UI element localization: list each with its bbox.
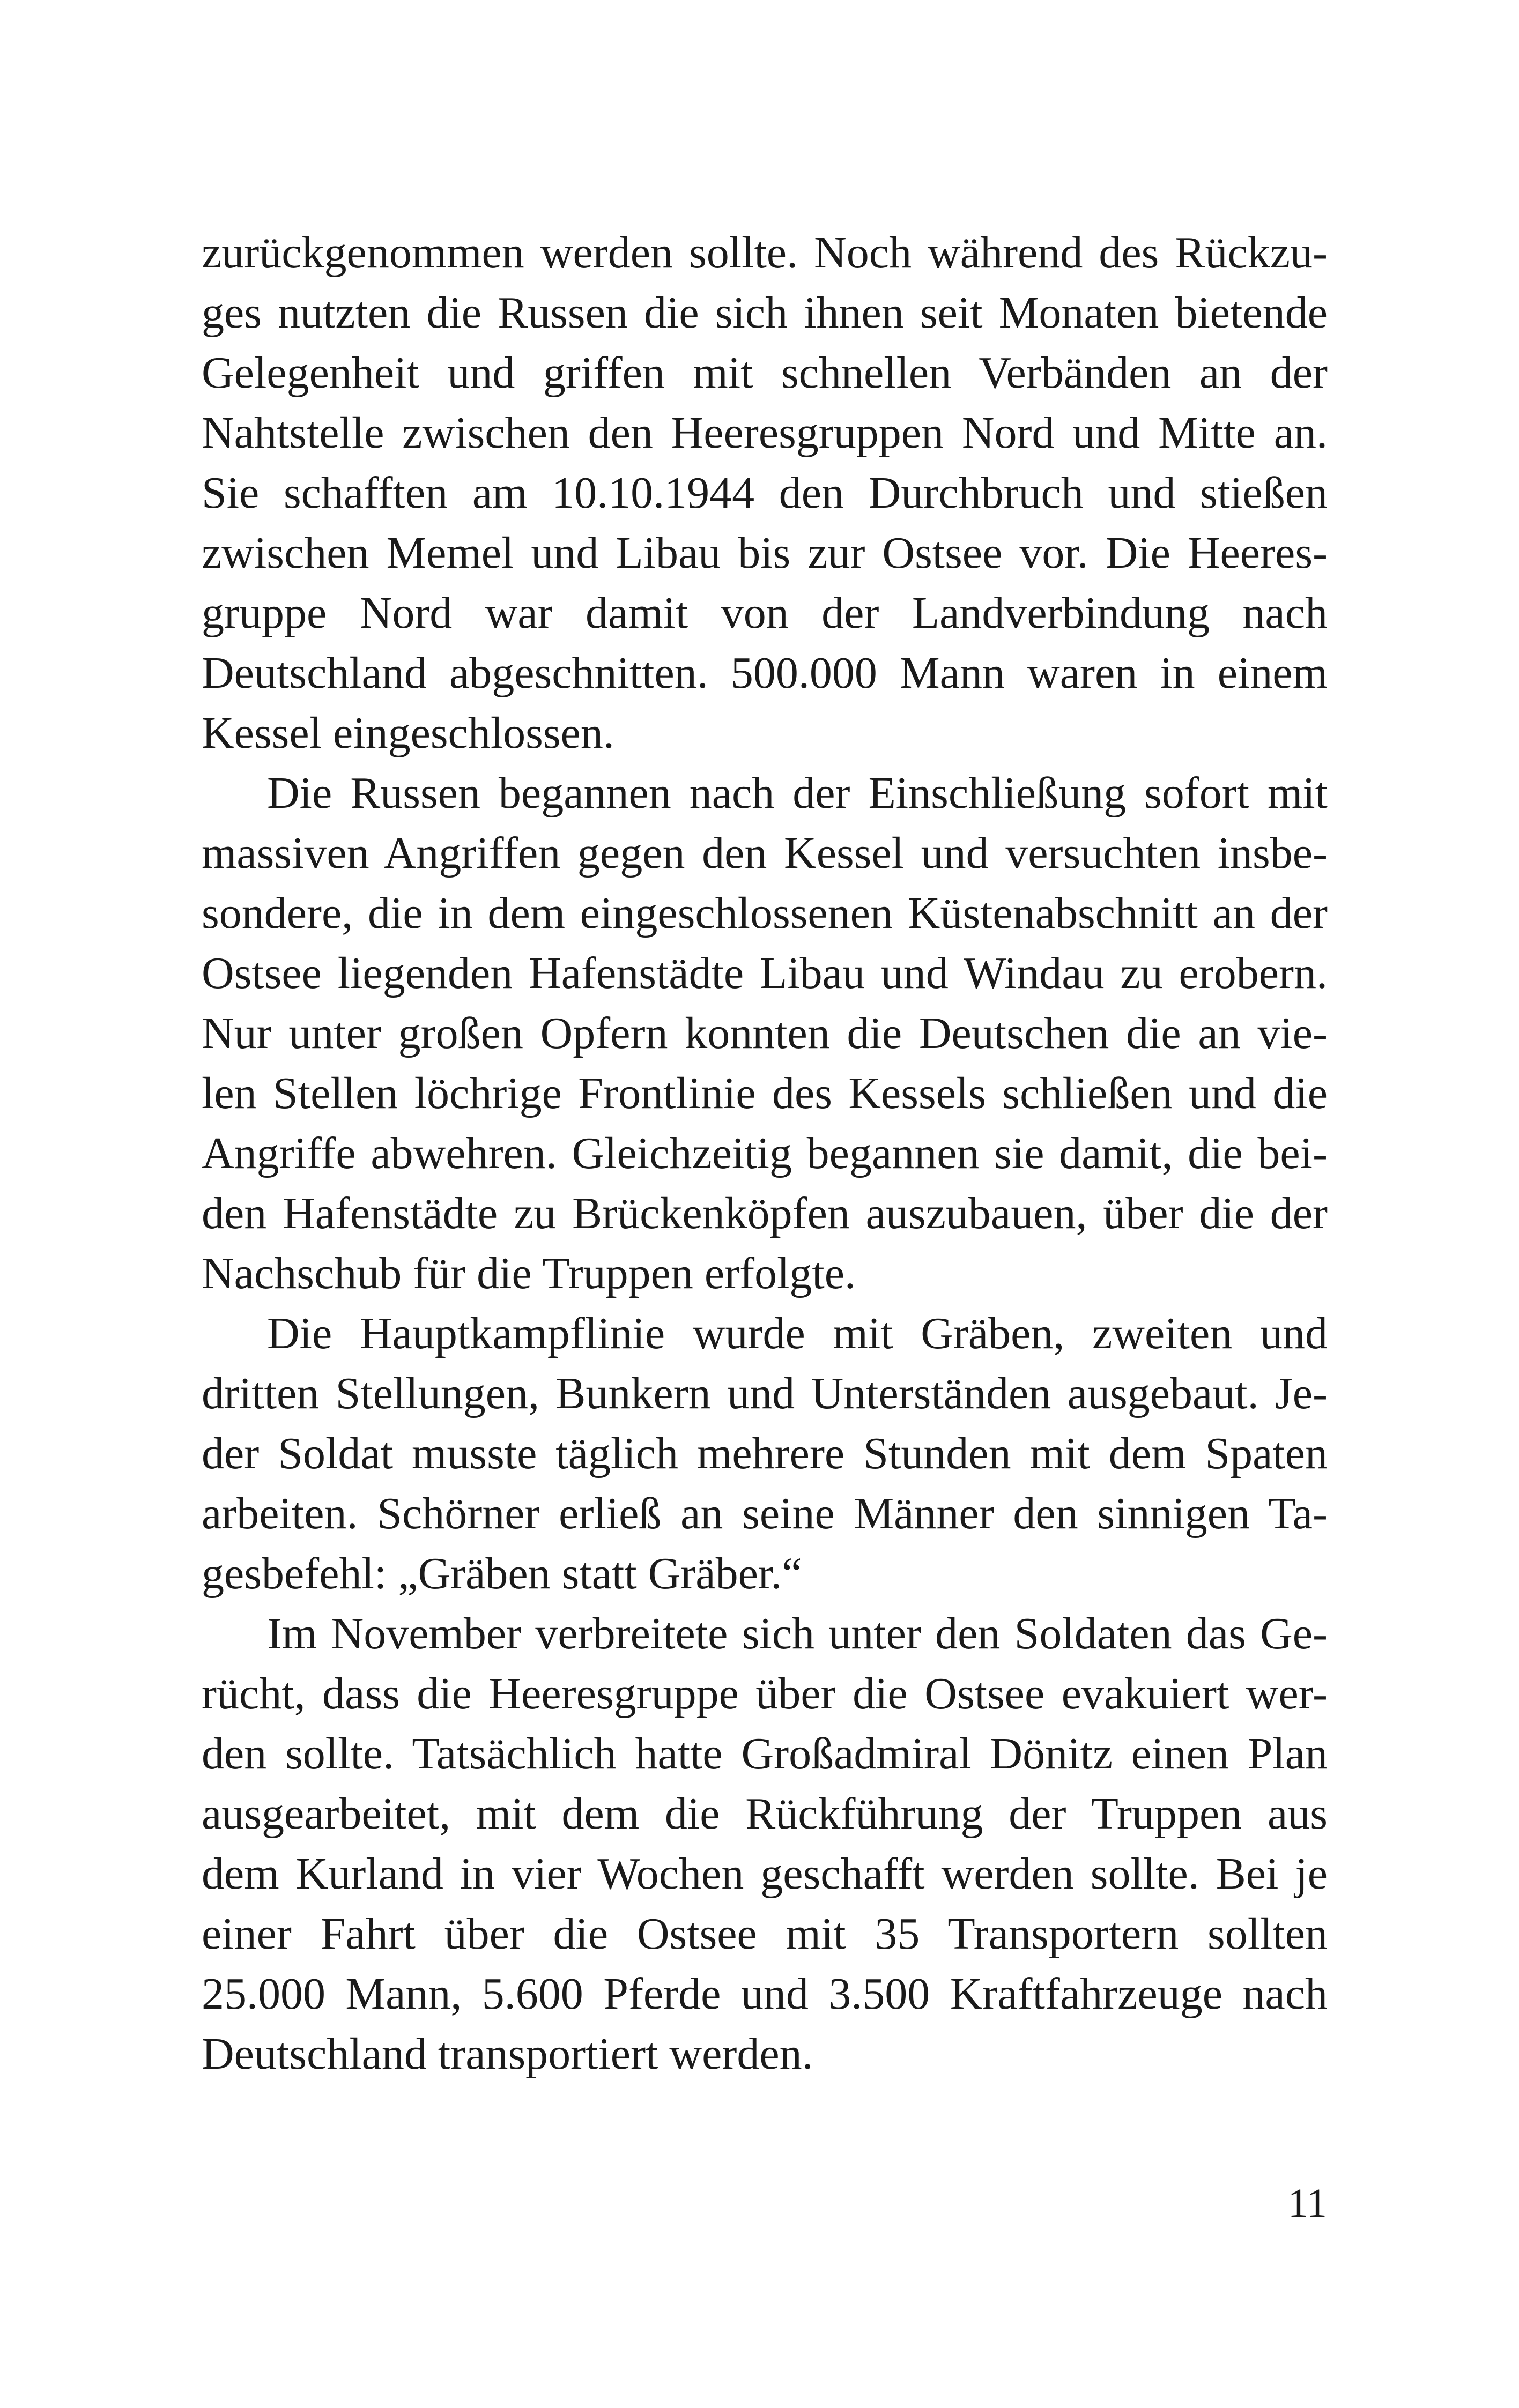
text-line: den Hafenstädte zu Brückenköpfen auszubauen, über die der [202, 1188, 1328, 1238]
text-line: Gelegenheit und griffen mit schnellen Verbänden an der [202, 348, 1328, 398]
text-line: der Soldat musste täglich mehrere Stunden mit dem Spaten [202, 1429, 1328, 1478]
body-text [202, 223, 1328, 2084]
paragraph [202, 1604, 1328, 2084]
text-line: Nachschub für die Truppen erfolgte. [202, 1248, 856, 1298]
text-line: zwischen Memel und Libau bis zur Ostsee vor. Die Heeres- [202, 528, 1328, 578]
text-line: massiven Angriffen gegen den Kessel und versuchten insbe- [202, 828, 1328, 878]
text-line: Deutschland transportiert werden. [202, 2029, 813, 2079]
text-line: ausgearbeitet, mit dem die Rückführung der Truppen aus [202, 1789, 1328, 1839]
text-line: gruppe Nord war damit von der Landverbindung nach [202, 588, 1328, 638]
text-line: dem Kurland in vier Wochen geschafft werden sollte. Bei je [202, 1849, 1328, 1899]
text-line: sondere, die in dem eingeschlossenen Küstenabschnitt an der [202, 888, 1328, 938]
text-line: 25.000 Mann, 5.600 Pferde und 3.500 Kraftfahrzeuge nach [202, 1969, 1328, 2019]
text-line: Sie schafften am 10.10.1944 den Durchbruch und stießen [202, 468, 1328, 518]
page-number: 11 [1287, 2181, 1327, 2226]
text-line: gesbefehl: „Gräben statt Gräber.“ [202, 1549, 802, 1599]
text-line: rücht, dass die Heeresgruppe über die Ostsee evakuiert wer- [202, 1669, 1328, 1719]
text-line: Angriffe abwehren. Gleichzeitig begannen sie damit, die bei- [202, 1128, 1328, 1178]
text-line: zurückgenommen werden sollte. Noch während des Rückzu- [202, 228, 1328, 278]
text-line: Die Hauptkampflinie wurde mit Gräben, zweiten und [267, 1309, 1328, 1358]
text-line: Im November verbreitete sich unter den Soldaten das Ge- [267, 1609, 1328, 1659]
text-line: Die Russen begannen nach der Einschließung sofort mit [267, 768, 1328, 818]
paragraph [202, 223, 1328, 763]
text-line: arbeiten. Schörner erließ an seine Männer den sinnigen Ta- [202, 1489, 1328, 1539]
text-line: dritten Stellungen, Bunkern und Unterständen ausgebaut. Je- [202, 1369, 1328, 1418]
text-line: Nahtstelle zwischen den Heeresgruppen Nord und Mitte an. [202, 408, 1328, 458]
text-line: Deutschland abgeschnitten. 500.000 Mann waren in einem [202, 648, 1328, 698]
text-line: ges nutzten die Russen die sich ihnen seit Monaten bietende [202, 288, 1328, 338]
text-line: einer Fahrt über die Ostsee mit 35 Transportern sollten [202, 1909, 1328, 1959]
paragraph [202, 763, 1328, 1304]
text-line: len Stellen löchrige Frontlinie des Kessels schließen und die [202, 1068, 1328, 1118]
text-line: Nur unter großen Opfern konnten die Deutschen die an vie- [202, 1008, 1328, 1058]
text-line: den sollte. Tatsächlich hatte Großadmiral Dönitz einen Plan [202, 1729, 1328, 1779]
text-line: Kessel eingeschlossen. [202, 708, 614, 758]
paragraph [202, 1304, 1328, 1604]
text-line: Ostsee liegenden Hafenstädte Libau und Windau zu erobern. [202, 948, 1328, 998]
